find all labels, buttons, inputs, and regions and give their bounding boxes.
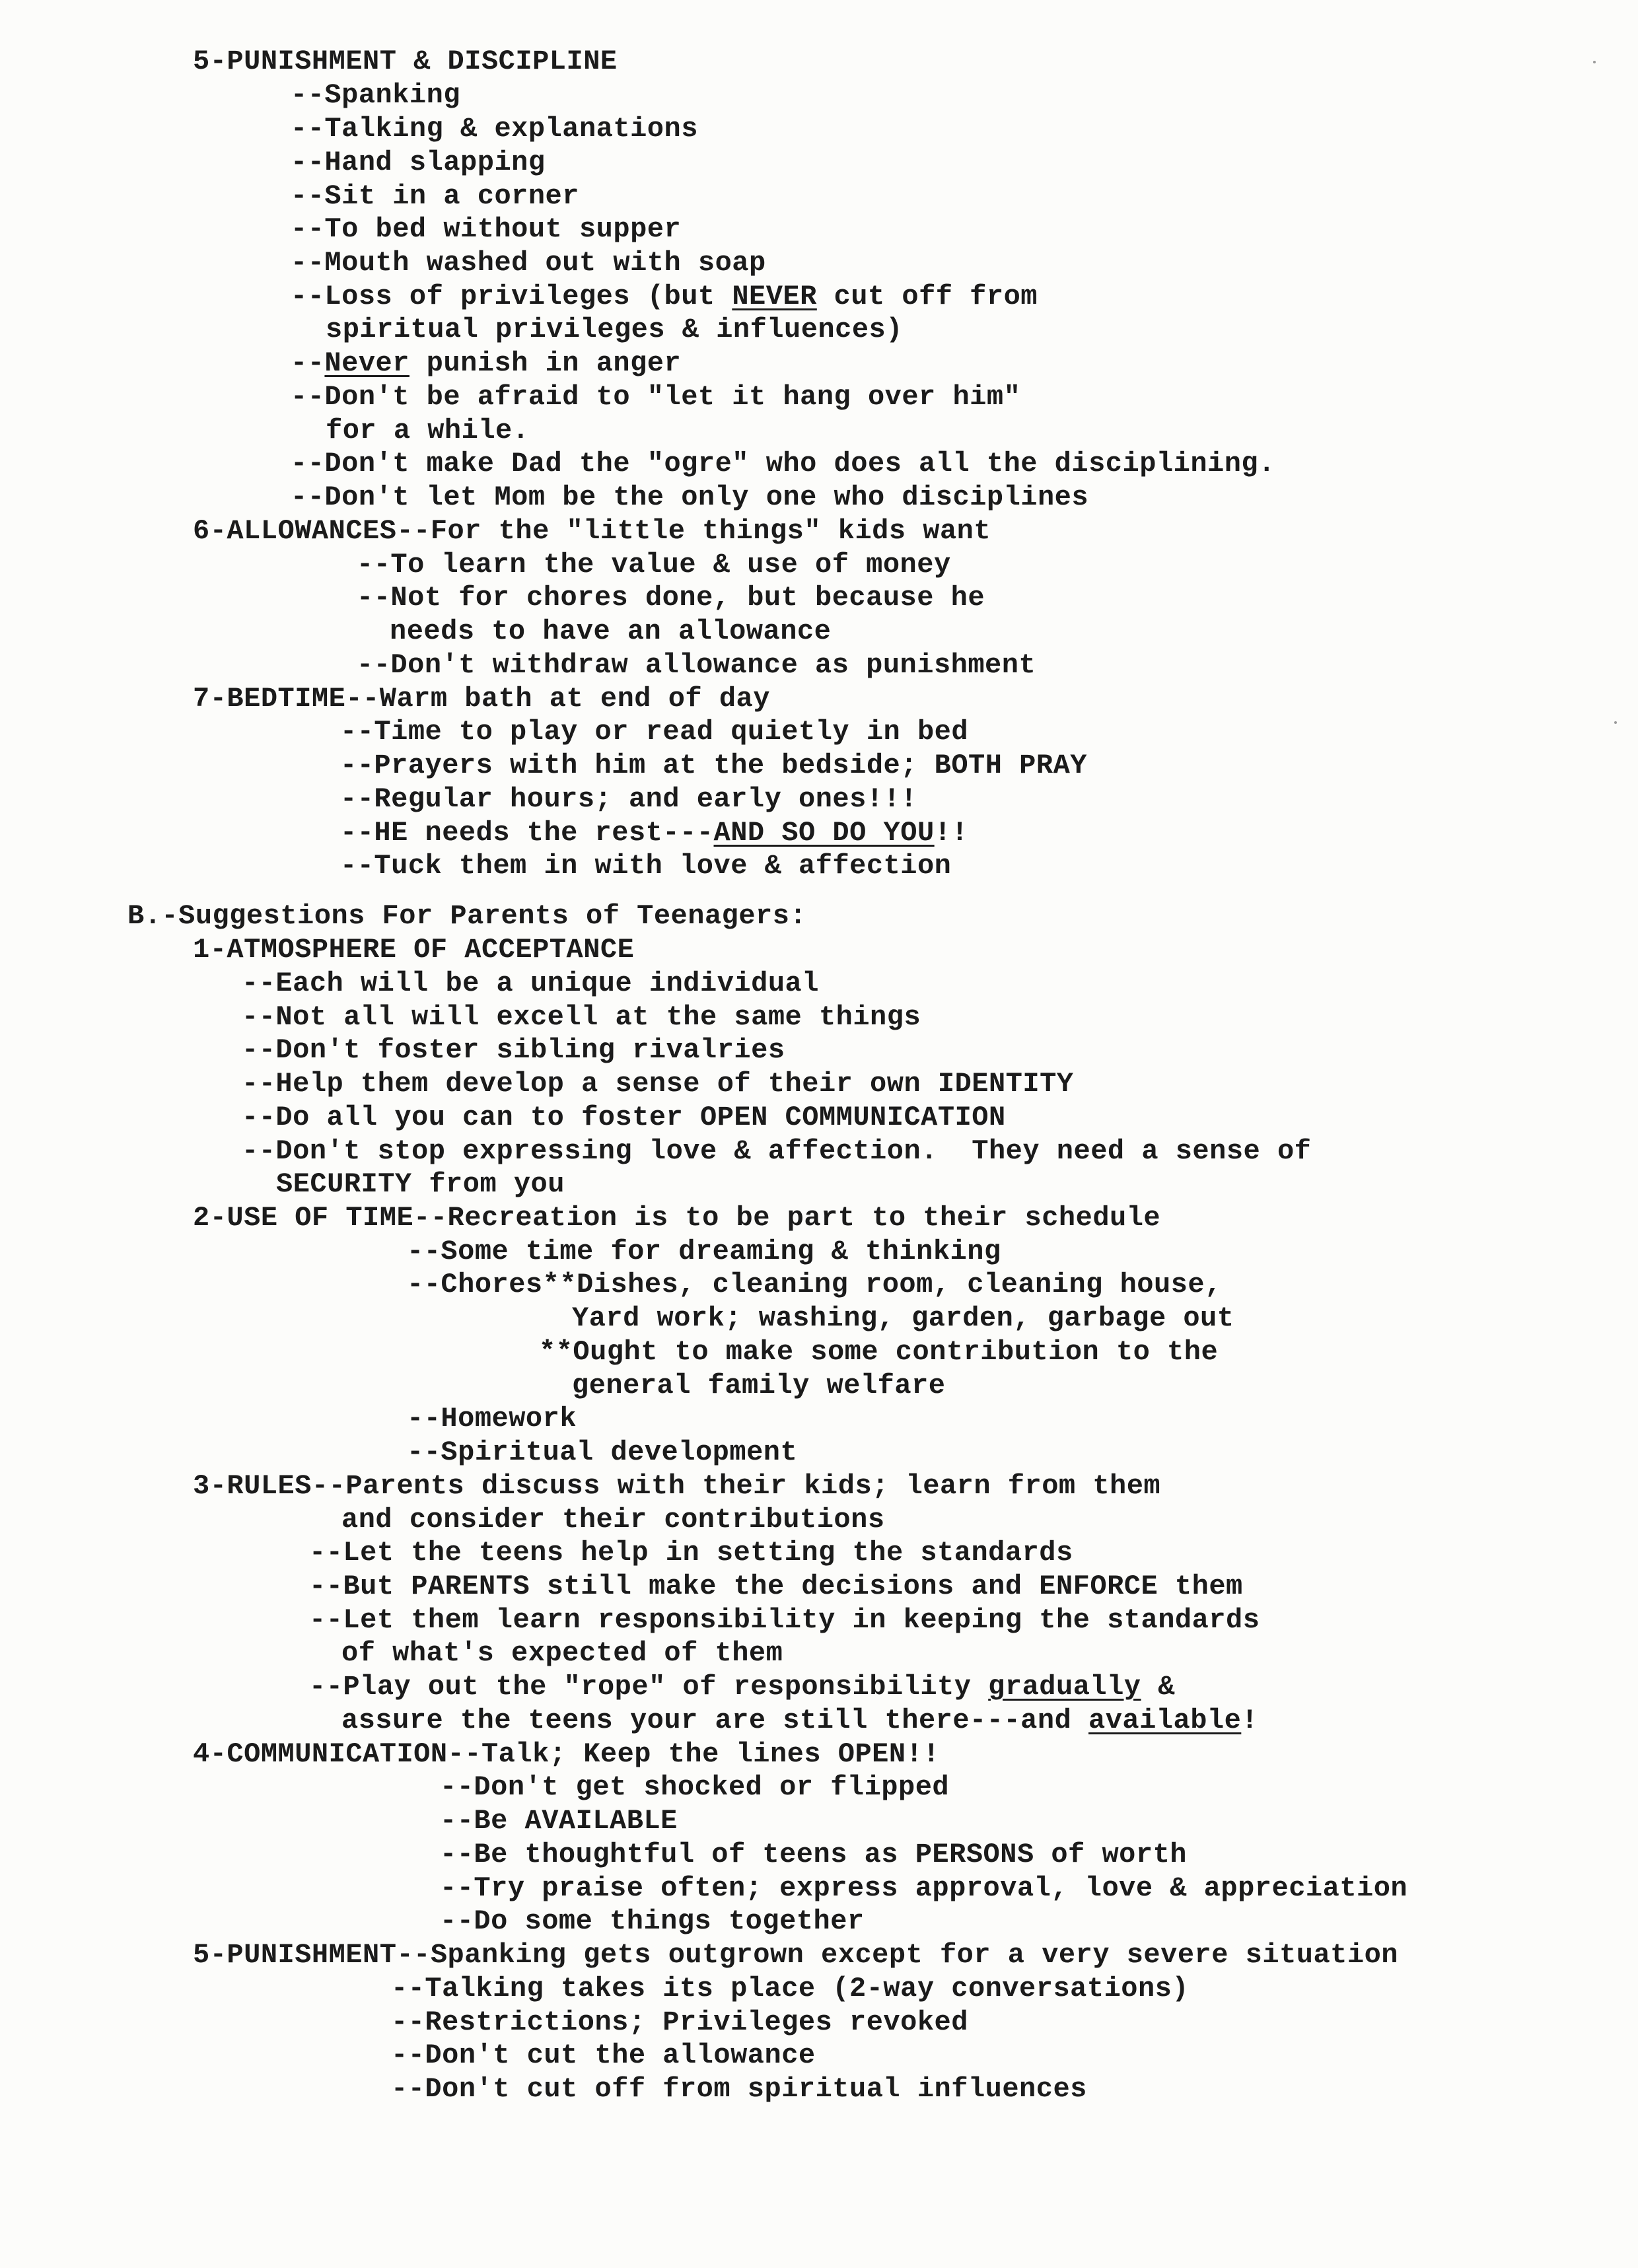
- list-item: --Regular hours; and early ones!!!: [340, 783, 917, 815]
- heading-punishment-teens: 5-PUNISHMENT--Spanking gets outgrown except for a very severe situation: [193, 1939, 1398, 1971]
- list-item: --Time to play or read quietly in bed: [340, 716, 969, 748]
- list-item: --Never punish in anger: [291, 347, 682, 379]
- list-item: --Tuck them in with love & affection: [340, 850, 952, 882]
- list-item-continuation: **Ought to make some contribution to the: [539, 1336, 1219, 1368]
- section-b-title: B.-Suggestions For Parents of Teenagers:: [127, 900, 807, 932]
- list-item: --Don't cut off from spiritual influences: [391, 2073, 1087, 2105]
- list-item: --Not for chores done, but because he: [357, 582, 985, 614]
- list-item: --Play out the "rope" of responsibility gradually &: [309, 1671, 1175, 1703]
- list-item: --Homework: [407, 1403, 577, 1435]
- list-item-continuation: SECURITY from you: [276, 1168, 565, 1200]
- list-item: --Don't withdraw allowance as punishment: [357, 649, 1036, 681]
- list-item-continuation: Yard work; washing, garden, garbage out: [572, 1302, 1234, 1334]
- list-item: --To bed without supper: [291, 213, 682, 245]
- list-item: --Let the teens help in setting the standards: [309, 1537, 1073, 1569]
- list-item: --Mouth washed out with soap: [291, 247, 766, 279]
- heading-atmosphere: 1-ATMOSPHERE OF ACCEPTANCE: [193, 934, 635, 966]
- list-item-continuation: for a while.: [326, 415, 530, 446]
- list-item: --Don't get shocked or flipped: [440, 1771, 950, 1803]
- list-item: --Don't let Mom be the only one who disciplines: [291, 481, 1089, 513]
- paper-speck: [1614, 721, 1617, 724]
- heading-use-of-time: 2-USE OF TIME--Recreation is to be part to their schedule: [193, 1202, 1161, 1234]
- list-item: --Don't foster sibling rivalries: [242, 1034, 785, 1066]
- heading-bedtime: 7-BEDTIME--Warm bath at end of day: [193, 683, 770, 715]
- list-item: --Some time for dreaming & thinking: [407, 1236, 1001, 1267]
- list-item-continuation: spiritual privileges & influences): [326, 314, 903, 345]
- list-item: --Do all you can to foster OPEN COMMUNICATION: [242, 1102, 1006, 1133]
- list-item-continuation: assure the teens your are still there---and available!: [341, 1705, 1259, 1736]
- list-item: --Try praise often; express approval, love & appreciation: [440, 1872, 1408, 1904]
- underlined-word: NEVER: [732, 281, 817, 312]
- list-item: --Chores**Dishes, cleaning room, cleaning house,: [407, 1269, 1222, 1300]
- list-item: --HE needs the rest---AND SO DO YOU!!: [340, 817, 969, 849]
- list-item: --Spanking: [291, 79, 461, 111]
- list-item: --Prayers with him at the bedside; BOTH PRAY: [340, 750, 1087, 781]
- heading-allowances: 6-ALLOWANCES--For the "little things" kids want: [193, 515, 991, 547]
- underlined-word: available: [1088, 1705, 1242, 1736]
- heading-rules: 3-RULES--Parents discuss with their kids; learn from them: [193, 1470, 1161, 1502]
- list-item: --Don't make Dad the "ogre" who does all the disciplining.: [291, 448, 1275, 479]
- paper-speck: [1593, 61, 1596, 63]
- list-item: --Hand slapping: [291, 147, 546, 178]
- list-item: --Talking takes its place (2-way conversations): [391, 1973, 1190, 2004]
- list-item-continuation: and consider their contributions: [341, 1504, 885, 1536]
- list-item: --To learn the value & use of money: [357, 549, 951, 581]
- list-item: --But PARENTS still make the decisions and ENFORCE them: [309, 1571, 1243, 1602]
- underlined-word: Never: [324, 347, 410, 379]
- list-item: --Not all will excell at the same things: [242, 1001, 921, 1033]
- list-item-continuation: of what's expected of them: [341, 1637, 783, 1669]
- underlined-word: gradually: [988, 1671, 1141, 1703]
- list-item: --Don't cut the allowance: [391, 2039, 816, 2071]
- list-item: --Be AVAILABLE: [440, 1805, 678, 1837]
- list-item: --Sit in a corner: [291, 180, 579, 212]
- list-item-continuation: general family welfare: [572, 1370, 946, 1401]
- list-item: --Don't stop expressing love & affection. They need a sense of: [242, 1135, 1312, 1167]
- list-item: --Be thoughtful of teens as PERSONS of worth: [440, 1839, 1187, 1870]
- list-item: --Talking & explanations: [291, 113, 698, 145]
- underlined-phrase: AND SO DO YOU: [713, 817, 935, 849]
- list-item: --Loss of privileges (but NEVER cut off from: [291, 281, 1038, 312]
- list-item: --Don't be afraid to "let it hang over him": [291, 381, 1021, 413]
- list-item: --Help them develop a sense of their own IDENTITY: [242, 1068, 1074, 1100]
- heading-communication: 4-COMMUNICATION--Talk; Keep the lines OPEN!!: [193, 1738, 940, 1770]
- list-item-continuation: needs to have an allowance: [390, 616, 832, 647]
- list-item: --Let them learn responsibility in keeping the standards: [309, 1604, 1260, 1636]
- heading-punishment-discipline: 5-PUNISHMENT & DISCIPLINE: [193, 46, 618, 77]
- list-item: --Restrictions; Privileges revoked: [391, 2006, 968, 2038]
- list-item: --Spiritual development: [407, 1436, 798, 1468]
- list-item: --Each will be a unique individual: [242, 968, 819, 999]
- list-item: --Do some things together: [440, 1905, 865, 1937]
